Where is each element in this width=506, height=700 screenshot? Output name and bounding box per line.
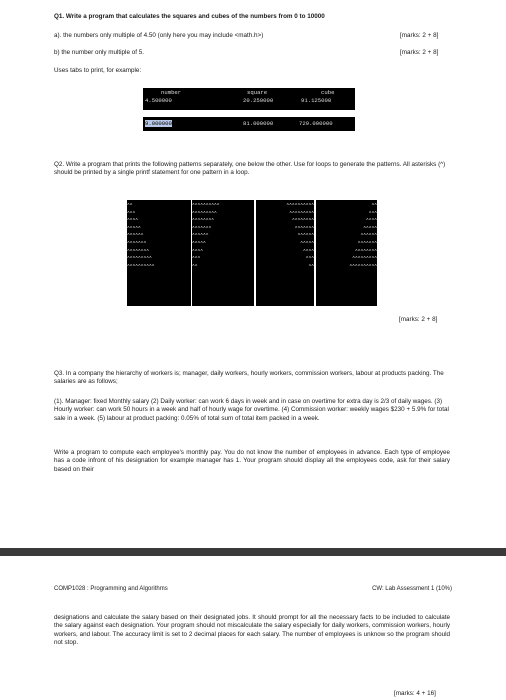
- pattern-c: [256, 200, 314, 306]
- q2-marks: [marks: 2 + 8]: [399, 316, 438, 323]
- pattern-row: ^^^^^^^^^: [192, 210, 217, 216]
- row1-square: 20.250000: [243, 97, 274, 104]
- q1-tabs-note: Uses tabs to print, for example:: [54, 67, 142, 74]
- pattern-row: ^^^^: [302, 248, 314, 254]
- pattern-row: ^^: [371, 203, 377, 208]
- pattern-row: ^^^^^^^: [294, 225, 314, 231]
- q1-title: Q1. Write a program that calculates the squares and cubes of the numbers from 0 to 10000: [54, 13, 325, 20]
- pattern-row: ^^^^^^^^: [192, 218, 215, 224]
- pattern-row: ^^^: [127, 210, 136, 216]
- pattern-row: ^^^: [192, 256, 201, 262]
- q3-intro: Q3. In a company the hierarchy of workers is; manager, daily workers, hourly workers, commission workers, labour at products packing. The salaries are as follows;: [54, 370, 444, 386]
- assessment-footer: CW: Lab Assessment 1 (10%): [372, 586, 452, 592]
- pattern-row: ^^^^: [365, 218, 377, 224]
- q3-task: Write a program to compute each employee's monthly pay. You do not know the number of employees in advance. Each type of employee has a code infront of his designation for example manager has 1. Your program should display all the employees code, ask for their salary based on their: [54, 449, 450, 473]
- header-square: square: [247, 89, 268, 96]
- pattern-d: [316, 200, 377, 306]
- pattern-row: ^^: [192, 263, 198, 269]
- pattern-row: ^^^^^^^^: [127, 248, 150, 254]
- row2-cube: 729.000000: [299, 120, 333, 127]
- terminal-output-1: [143, 88, 355, 110]
- pattern-row: ^^^^^: [192, 240, 206, 246]
- q3-continued: designations and calculate the salary based on their designated jobs. It should prompt for all the necessary facts to be included to calculate the salary against each designation. Your program should not miscalculate the salary especially for daily workers, commission workers, hourly workers, and labour. The accuracy limit is set to 2 decimal places for each salary. The number of employees is unknow so the program should not stop.: [54, 614, 450, 646]
- pattern-row: ^^^^^^^^: [354, 248, 377, 254]
- row2-number: 9.000000: [145, 120, 172, 127]
- q1-part-a-marks: [marks: 2 + 8]: [400, 32, 439, 39]
- pattern-row: ^^^^^^: [127, 233, 144, 239]
- q3-details: (1). Manager: fixed Monthly salary (2) Daily worker: can work 6 days in week and in case on overtime for extra day is 2/3 of daily wages. (3) Hourly worker: can work 50 hours in a week and half of hourly wage for overtime. (4) Commission worker: weekly wages $230 + 5.9% for total sale in a week. (5) labour at product packing: 0.05% of total sum of total item packed in a week.: [54, 398, 449, 422]
- pattern-b: [192, 200, 254, 306]
- q3-marks: [marks: 4 + 16]: [394, 690, 436, 697]
- pattern-row: ^^^^^^^^^^: [349, 263, 377, 269]
- pattern-row: ^^^^^^: [360, 233, 377, 239]
- course-footer: COMP1028 : Programming and Algorithms: [54, 586, 168, 592]
- q1-part-b: b) the number only multiple of 5.: [54, 49, 144, 56]
- row1-cube: 91.125000: [301, 97, 332, 104]
- pattern-a: [127, 200, 191, 306]
- row2-square: 81.000000: [243, 120, 274, 127]
- pattern-row: ^^^^^^^^^^: [192, 203, 220, 208]
- pattern-row: ^^^^^^^: [357, 240, 377, 246]
- pattern-row: ^^^^^^^: [127, 240, 147, 246]
- pattern-row: ^^^^: [192, 248, 204, 254]
- q2-text: Q2. Write a program that prints the following patterns separately, one below the other. Use for loops to generate the patterns. All asterisks (^) should be printed by a single printf statement for one pattern in a loop.: [54, 161, 446, 177]
- pattern-row: ^^: [127, 203, 133, 208]
- pattern-row: ^^^^^^^^^: [127, 256, 152, 262]
- header-cube: cube: [321, 89, 335, 96]
- pattern-row: ^^^^^^^^^: [289, 210, 314, 216]
- pattern-row: ^^^^^^^: [192, 225, 212, 231]
- pattern-row: ^^^^^^^^: [291, 218, 314, 224]
- pattern-row: ^^^^^: [300, 240, 314, 246]
- q1-part-a: a). the numbers only multiple of 4.50 (only here you may include <math.h>): [54, 32, 264, 39]
- pattern-row: ^^^^^^^^^^: [286, 203, 314, 208]
- q1-part-b-marks: [marks: 2 + 8]: [400, 49, 439, 56]
- pattern-row: ^^^: [305, 256, 314, 262]
- pattern-row: ^^^^^^: [192, 233, 209, 239]
- terminal-output-2: [143, 117, 355, 131]
- header-number: number: [161, 89, 182, 96]
- pattern-row: ^^^^^^: [297, 233, 314, 239]
- document-page-2: [0, 556, 506, 700]
- pattern-row: ^^^^: [127, 218, 139, 224]
- pattern-row: ^^^: [368, 210, 377, 216]
- pattern-row: ^^^^^: [363, 225, 377, 231]
- pattern-row: ^^^^^^^^^^: [127, 263, 155, 269]
- pattern-row: ^^: [308, 263, 314, 269]
- pattern-row: ^^^^^: [127, 225, 141, 231]
- pattern-row: ^^^^^^^^^: [352, 256, 377, 262]
- row1-number: 4.500000: [145, 97, 172, 104]
